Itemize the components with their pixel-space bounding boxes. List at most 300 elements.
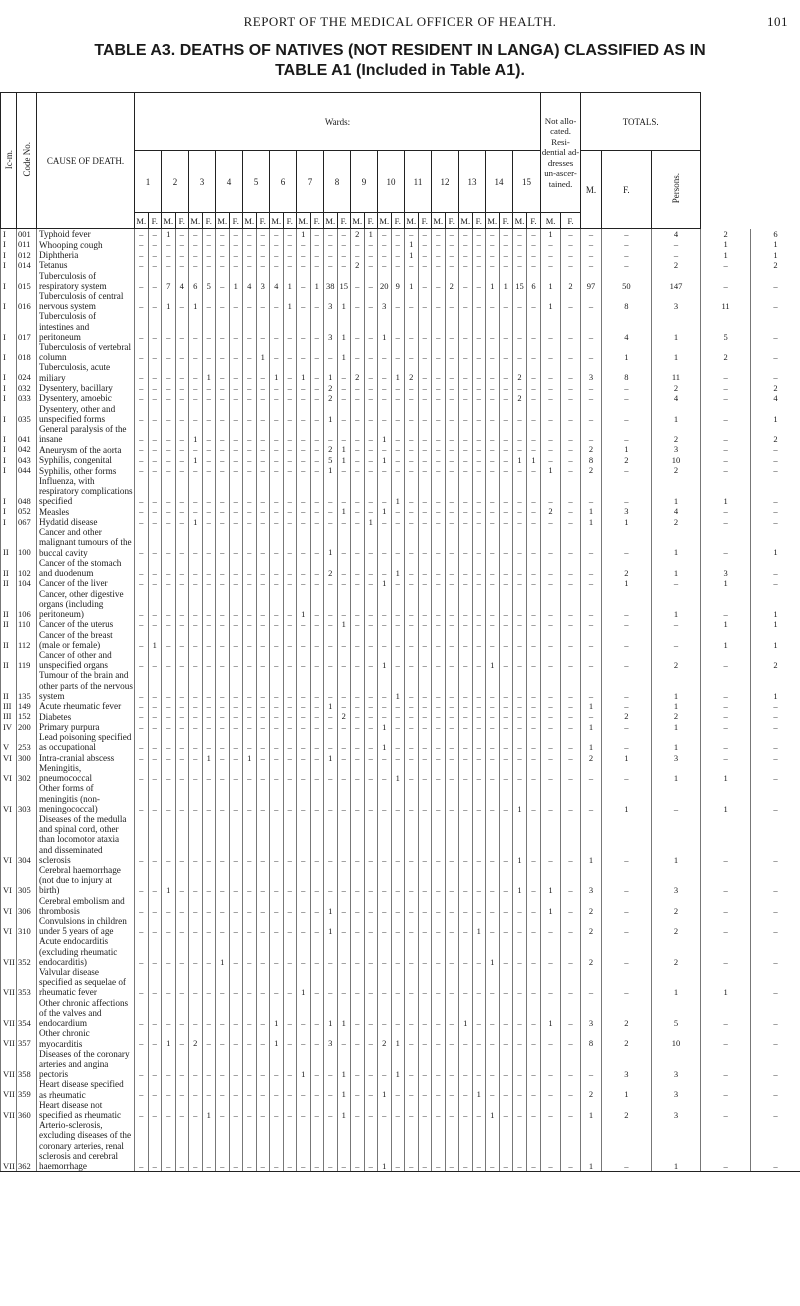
value-cell: 4 bbox=[270, 271, 284, 291]
code-number-cell: 018 bbox=[17, 342, 37, 362]
value-cell: – bbox=[750, 1079, 800, 1099]
value-cell: – bbox=[541, 711, 561, 721]
list-number-cell: III bbox=[1, 711, 17, 721]
value-cell: 1 bbox=[405, 271, 419, 291]
value-cell: 2 bbox=[581, 465, 602, 475]
value-cell: – bbox=[351, 476, 365, 507]
value-cell: 2 bbox=[750, 650, 800, 670]
value-cell: – bbox=[270, 732, 284, 752]
value-cell: 2 bbox=[378, 1028, 392, 1048]
page-number: 101 bbox=[767, 14, 788, 29]
value-cell: – bbox=[486, 393, 500, 403]
value-cell: – bbox=[175, 342, 189, 362]
value-cell: – bbox=[310, 670, 324, 701]
value-cell: – bbox=[337, 250, 351, 260]
value-cell: – bbox=[310, 291, 324, 311]
value-cell: – bbox=[270, 650, 284, 670]
value-cell: – bbox=[459, 476, 473, 507]
code-number-cell: 110 bbox=[17, 619, 37, 629]
value-cell: – bbox=[405, 896, 419, 916]
value-cell: – bbox=[351, 271, 365, 291]
value-cell: – bbox=[148, 558, 162, 578]
value-cell: – bbox=[378, 967, 392, 998]
list-number-cell: VI bbox=[1, 814, 17, 865]
value-cell: – bbox=[364, 506, 378, 516]
value-cell: – bbox=[202, 291, 216, 311]
male-column-header: M. bbox=[189, 213, 203, 229]
value-cell: – bbox=[472, 239, 486, 249]
value-cell: – bbox=[297, 250, 311, 260]
value-cell: – bbox=[202, 967, 216, 998]
value-cell: – bbox=[297, 424, 311, 444]
value-cell: – bbox=[351, 732, 365, 752]
value-cell: 1 bbox=[324, 998, 338, 1029]
value-cell: – bbox=[527, 260, 541, 270]
code-number-cell: 358 bbox=[17, 1049, 37, 1080]
value-cell: – bbox=[486, 250, 500, 260]
value-cell: – bbox=[432, 444, 446, 454]
value-cell: – bbox=[561, 1100, 581, 1120]
value-cell: – bbox=[364, 362, 378, 382]
code-number-cell: 035 bbox=[17, 404, 37, 424]
value-cell: – bbox=[459, 527, 473, 558]
value-cell: – bbox=[378, 444, 392, 454]
value-cell: – bbox=[175, 506, 189, 516]
list-number-cell: II bbox=[1, 619, 17, 629]
value-cell: 1 bbox=[337, 291, 351, 311]
value-cell: – bbox=[229, 783, 243, 814]
value-cell: – bbox=[324, 476, 338, 507]
value-cell: – bbox=[202, 250, 216, 260]
code-number-cell: 012 bbox=[17, 250, 37, 260]
value-cell: – bbox=[486, 865, 500, 896]
value-cell: – bbox=[432, 393, 446, 403]
value-cell: – bbox=[581, 393, 602, 403]
value-cell: 3 bbox=[701, 558, 751, 578]
code-number-cell: 304 bbox=[17, 814, 37, 865]
value-cell: – bbox=[270, 393, 284, 403]
value-cell: – bbox=[162, 517, 176, 527]
value-cell: – bbox=[216, 558, 230, 578]
value-cell: – bbox=[283, 711, 297, 721]
value-cell: – bbox=[486, 814, 500, 865]
value-cell: – bbox=[189, 630, 203, 650]
value-cell: – bbox=[202, 650, 216, 670]
value-cell: – bbox=[175, 814, 189, 865]
value-cell: – bbox=[135, 589, 149, 620]
code-number-cell: 044 bbox=[17, 465, 37, 475]
value-cell: 2 bbox=[651, 916, 701, 936]
list-number-cell: I bbox=[1, 229, 17, 240]
value-cell: – bbox=[499, 476, 513, 507]
value-cell: – bbox=[256, 732, 270, 752]
list-number-cell: VI bbox=[1, 763, 17, 783]
value-cell: – bbox=[216, 383, 230, 393]
value-cell: – bbox=[283, 476, 297, 507]
value-cell: – bbox=[189, 732, 203, 752]
value-cell: – bbox=[418, 476, 432, 507]
value-cell: 1 bbox=[651, 670, 701, 701]
value-cell: – bbox=[256, 578, 270, 588]
value-cell: – bbox=[162, 362, 176, 382]
value-cell: – bbox=[148, 578, 162, 588]
value-cell: – bbox=[364, 1049, 378, 1080]
value-cell: – bbox=[162, 916, 176, 936]
value-cell: – bbox=[135, 1079, 149, 1099]
value-cell: – bbox=[459, 444, 473, 454]
value-cell: 1 bbox=[581, 722, 602, 732]
value-cell: – bbox=[351, 967, 365, 998]
value-cell: – bbox=[602, 527, 652, 558]
value-cell: – bbox=[202, 465, 216, 475]
value-cell: – bbox=[148, 311, 162, 342]
value-cell: – bbox=[216, 444, 230, 454]
value-cell: – bbox=[148, 476, 162, 507]
value-cell: – bbox=[364, 476, 378, 507]
value-cell: – bbox=[310, 311, 324, 342]
value-cell: – bbox=[541, 444, 561, 454]
value-cell: – bbox=[527, 998, 541, 1029]
list-number-cell: I bbox=[1, 342, 17, 362]
value-cell: 1 bbox=[541, 896, 561, 916]
value-cell: 1 bbox=[162, 865, 176, 896]
value-cell: – bbox=[135, 753, 149, 763]
value-cell: – bbox=[297, 701, 311, 711]
value-cell: – bbox=[135, 362, 149, 382]
value-cell: – bbox=[324, 650, 338, 670]
value-cell: – bbox=[243, 865, 257, 896]
table-row bbox=[1, 229, 800, 240]
female-column-header: F. bbox=[256, 213, 270, 229]
value-cell: – bbox=[216, 404, 230, 424]
value-cell: – bbox=[162, 260, 176, 270]
value-cell: – bbox=[189, 229, 203, 240]
value-cell: – bbox=[351, 701, 365, 711]
code-number-cell: 014 bbox=[17, 260, 37, 270]
value-cell: – bbox=[297, 465, 311, 475]
value-cell: – bbox=[561, 291, 581, 311]
value-cell: 1 bbox=[459, 998, 473, 1029]
value-cell: – bbox=[135, 670, 149, 701]
value-cell: – bbox=[581, 291, 602, 311]
value-cell: – bbox=[364, 250, 378, 260]
value-cell: – bbox=[432, 250, 446, 260]
value-cell: – bbox=[459, 1079, 473, 1099]
value-cell: – bbox=[162, 476, 176, 507]
code-number-cell: 016 bbox=[17, 291, 37, 311]
value-cell: – bbox=[499, 455, 513, 465]
table-row bbox=[1, 455, 800, 465]
value-cell: – bbox=[135, 271, 149, 291]
value-cell: – bbox=[432, 998, 446, 1029]
value-cell: – bbox=[405, 753, 419, 763]
table-row bbox=[1, 558, 800, 578]
value-cell: 6 bbox=[750, 229, 800, 240]
table-head bbox=[1, 93, 800, 229]
list-number-cell: I bbox=[1, 465, 17, 475]
value-cell: – bbox=[202, 998, 216, 1029]
value-cell: – bbox=[418, 517, 432, 527]
value-cell: – bbox=[297, 1120, 311, 1172]
value-cell: – bbox=[229, 506, 243, 516]
value-cell: – bbox=[256, 506, 270, 516]
value-cell: – bbox=[499, 393, 513, 403]
value-cell: – bbox=[351, 865, 365, 896]
value-cell: – bbox=[486, 291, 500, 311]
value-cell: – bbox=[581, 670, 602, 701]
value-cell: – bbox=[189, 250, 203, 260]
value-cell: – bbox=[701, 650, 751, 670]
value-cell: – bbox=[499, 630, 513, 650]
value-cell: 2 bbox=[337, 711, 351, 721]
cause-cell: Syphilis, other forms bbox=[37, 465, 135, 475]
value-cell: – bbox=[499, 342, 513, 362]
value-cell: – bbox=[541, 619, 561, 629]
value-cell: – bbox=[541, 1049, 561, 1080]
value-cell: 1 bbox=[602, 342, 652, 362]
value-cell: – bbox=[351, 311, 365, 342]
value-cell: – bbox=[189, 589, 203, 620]
value-cell: 2 bbox=[651, 424, 701, 444]
value-cell: – bbox=[229, 558, 243, 578]
value-cell: – bbox=[405, 650, 419, 670]
value-cell: – bbox=[405, 783, 419, 814]
value-cell: – bbox=[202, 383, 216, 393]
value-cell: – bbox=[337, 865, 351, 896]
value-cell: – bbox=[324, 1100, 338, 1120]
value-cell: – bbox=[459, 455, 473, 465]
value-cell: 2 bbox=[445, 271, 459, 291]
value-cell: 2 bbox=[651, 711, 701, 721]
value-cell: – bbox=[202, 1049, 216, 1080]
value-cell: – bbox=[602, 589, 652, 620]
cause-cell: Acute rheumatic fever bbox=[37, 701, 135, 711]
value-cell: – bbox=[256, 1100, 270, 1120]
value-cell: 2 bbox=[324, 444, 338, 454]
value-cell: – bbox=[256, 239, 270, 249]
value-cell: – bbox=[337, 1120, 351, 1172]
value-cell: – bbox=[472, 763, 486, 783]
value-cell: – bbox=[270, 1120, 284, 1172]
table-row bbox=[1, 783, 800, 814]
list-number-cell: VI bbox=[1, 896, 17, 916]
value-cell: – bbox=[378, 630, 392, 650]
value-cell: – bbox=[148, 291, 162, 311]
value-cell: 2 bbox=[324, 393, 338, 403]
value-cell: – bbox=[216, 916, 230, 936]
value-cell: – bbox=[283, 650, 297, 670]
table-row bbox=[1, 1100, 800, 1120]
code-number-cell: 352 bbox=[17, 936, 37, 967]
value-cell: – bbox=[541, 916, 561, 936]
value-cell: – bbox=[351, 239, 365, 249]
value-cell: – bbox=[175, 650, 189, 670]
value-cell: 2 bbox=[581, 936, 602, 967]
value-cell: – bbox=[229, 517, 243, 527]
value-cell: – bbox=[337, 650, 351, 670]
value-cell: – bbox=[602, 465, 652, 475]
cause-cell: Tumour of the brain and other parts of the nervous system bbox=[37, 670, 135, 701]
value-cell: – bbox=[472, 558, 486, 578]
value-cell: – bbox=[432, 517, 446, 527]
value-cell: – bbox=[391, 896, 405, 916]
value-cell: – bbox=[283, 722, 297, 732]
value-cell: – bbox=[418, 722, 432, 732]
value-cell: – bbox=[229, 1079, 243, 1099]
value-cell: – bbox=[602, 722, 652, 732]
value-cell: – bbox=[499, 404, 513, 424]
value-cell: – bbox=[486, 311, 500, 342]
value-cell: – bbox=[216, 589, 230, 620]
value-cell: – bbox=[561, 424, 581, 444]
value-cell: – bbox=[229, 527, 243, 558]
value-cell: – bbox=[256, 444, 270, 454]
female-column-header: F. bbox=[472, 213, 486, 229]
value-cell: – bbox=[527, 753, 541, 763]
value-cell: – bbox=[135, 722, 149, 732]
value-cell: – bbox=[297, 814, 311, 865]
value-cell: – bbox=[581, 311, 602, 342]
value-cell: – bbox=[270, 753, 284, 763]
value-cell: – bbox=[513, 311, 527, 342]
value-cell: – bbox=[216, 455, 230, 465]
value-cell: – bbox=[472, 732, 486, 752]
value-cell: – bbox=[405, 455, 419, 465]
value-cell: – bbox=[310, 1079, 324, 1099]
list-number-cell: II bbox=[1, 578, 17, 588]
value-cell: – bbox=[202, 476, 216, 507]
code-number-cell: 017 bbox=[17, 311, 37, 342]
value-cell: – bbox=[256, 383, 270, 393]
value-cell: 3 bbox=[651, 444, 701, 454]
value-cell: – bbox=[750, 753, 800, 763]
value-cell: 1 bbox=[202, 362, 216, 382]
value-cell: – bbox=[405, 722, 419, 732]
table-row bbox=[1, 916, 800, 936]
value-cell: – bbox=[541, 558, 561, 578]
value-cell: – bbox=[445, 517, 459, 527]
value-cell: – bbox=[310, 506, 324, 516]
value-cell: – bbox=[148, 589, 162, 620]
value-cell: – bbox=[418, 578, 432, 588]
value-cell: – bbox=[148, 701, 162, 711]
value-cell: – bbox=[527, 342, 541, 362]
value-cell: – bbox=[513, 936, 527, 967]
value-cell: – bbox=[651, 630, 701, 650]
value-cell: – bbox=[472, 229, 486, 240]
value-cell: – bbox=[541, 814, 561, 865]
value-cell: – bbox=[486, 896, 500, 916]
value-cell: – bbox=[310, 578, 324, 588]
list-number-cell: I bbox=[1, 393, 17, 403]
value-cell: 2 bbox=[581, 916, 602, 936]
value-cell: – bbox=[297, 753, 311, 763]
ward-number-header: 7 bbox=[297, 151, 324, 213]
value-cell: – bbox=[513, 589, 527, 620]
value-cell: – bbox=[162, 701, 176, 711]
value-cell: – bbox=[527, 291, 541, 311]
value-cell: 1 bbox=[337, 455, 351, 465]
value-cell: – bbox=[486, 424, 500, 444]
value-cell: – bbox=[602, 424, 652, 444]
value-cell: – bbox=[351, 670, 365, 701]
value-cell: – bbox=[602, 916, 652, 936]
value-cell: – bbox=[216, 732, 230, 752]
value-cell: – bbox=[459, 271, 473, 291]
value-cell: – bbox=[135, 1028, 149, 1048]
value-cell: 1 bbox=[162, 229, 176, 240]
ward-number-header: 9 bbox=[351, 151, 378, 213]
value-cell: – bbox=[283, 558, 297, 578]
value-cell: – bbox=[459, 404, 473, 424]
value-cell: – bbox=[148, 967, 162, 998]
value-cell: – bbox=[229, 578, 243, 588]
value-cell: – bbox=[162, 311, 176, 342]
value-cell: – bbox=[527, 701, 541, 711]
cause-cell: Cancer of the uterus bbox=[37, 619, 135, 629]
value-cell: – bbox=[378, 753, 392, 763]
female-column-header: F. bbox=[445, 213, 459, 229]
value-cell: 1 bbox=[486, 650, 500, 670]
value-cell: – bbox=[243, 1079, 257, 1099]
value-cell: – bbox=[445, 936, 459, 967]
male-column-header: M. bbox=[297, 213, 311, 229]
value-cell: – bbox=[229, 383, 243, 393]
cause-cell: General paralysis of the insane bbox=[37, 424, 135, 444]
value-cell: – bbox=[750, 711, 800, 721]
value-cell: – bbox=[561, 455, 581, 465]
value-cell: 6 bbox=[527, 271, 541, 291]
value-cell: – bbox=[229, 476, 243, 507]
code-number-cell: 112 bbox=[17, 630, 37, 650]
value-cell: – bbox=[202, 455, 216, 465]
value-cell: 2 bbox=[750, 260, 800, 270]
value-cell: – bbox=[364, 1028, 378, 1048]
value-cell: – bbox=[499, 865, 513, 896]
value-cell: – bbox=[189, 1120, 203, 1172]
value-cell: – bbox=[541, 383, 561, 393]
value-cell: – bbox=[135, 1100, 149, 1120]
value-cell: – bbox=[337, 701, 351, 711]
value-cell: – bbox=[216, 967, 230, 998]
value-cell: – bbox=[418, 670, 432, 701]
value-cell: – bbox=[541, 732, 561, 752]
value-cell: – bbox=[513, 650, 527, 670]
value-cell: 2 bbox=[189, 1028, 203, 1048]
value-cell: – bbox=[499, 527, 513, 558]
value-cell: – bbox=[162, 763, 176, 783]
value-cell: 3 bbox=[324, 291, 338, 311]
value-cell: – bbox=[297, 291, 311, 311]
value-cell: – bbox=[750, 865, 800, 896]
value-cell: – bbox=[256, 1049, 270, 1080]
value-cell: – bbox=[283, 619, 297, 629]
value-cell: 1 bbox=[581, 814, 602, 865]
value-cell: – bbox=[378, 701, 392, 711]
value-cell: – bbox=[391, 291, 405, 311]
list-number-cell: I bbox=[1, 362, 17, 382]
value-cell: – bbox=[472, 260, 486, 270]
list-number-cell: I bbox=[1, 311, 17, 342]
value-cell: 2 bbox=[750, 383, 800, 393]
value-cell: – bbox=[229, 291, 243, 311]
value-cell: – bbox=[283, 578, 297, 588]
value-cell: – bbox=[561, 260, 581, 270]
table-row bbox=[1, 732, 800, 752]
list-number-cell: II bbox=[1, 630, 17, 650]
value-cell: – bbox=[148, 753, 162, 763]
value-cell: 1 bbox=[391, 670, 405, 701]
